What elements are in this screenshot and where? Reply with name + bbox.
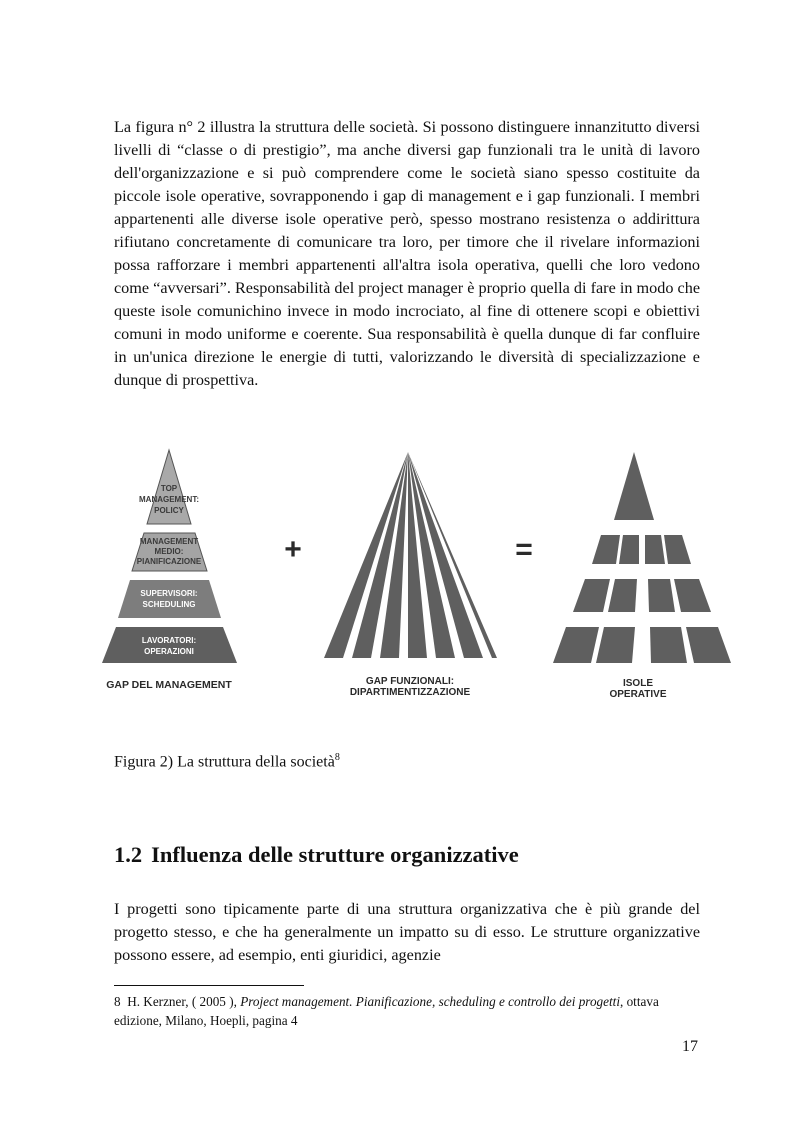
figure-caption <box>114 752 340 771</box>
svg-text:POLICY <box>154 506 184 515</box>
island-row1-3 <box>645 535 665 564</box>
svg-text:DIPARTIMENTIZZAZIONE <box>350 687 471 698</box>
svg-text:TOP <box>161 484 178 493</box>
footnote-rest: , ottava edizione, Milano, Hoepli, pagina 4 <box>114 994 659 1028</box>
svg-text:LAVORATORI: <box>142 636 196 645</box>
pyramid-label-work-2: OPERAZIONI <box>144 647 194 656</box>
management-pyramid <box>102 450 237 691</box>
plus-symbol: + <box>284 533 302 566</box>
body-paragraph-1: La figura n° 2 illustra la struttura delle società. Si possono distinguere innanzitutto diversi livelli di “classe o di prestigio”, ma anche diversi gap funzionali tra le unità di lavoro dell'organizzazione e si può comprendere come le società siano spesso costituite da piccole isole operative, sovrapponendo i gap di management e i gap funzionali. I membri appartenenti alle diverse isole operative però, spesso mostrano resistenza o addirittura rifiutano concretamente di comunicare tra loro, per timore che il rivelare informazioni possa rafforzare i membri appartenenti all'altra isola operativa, quelli che loro vedono come “avversari”. Responsabilità del project manager è proprio quella di fare in modo che queste isole comunichino invece in modo incrociato, al fine di ottenere scopi e obiettivi comuni in modo uniforme e coerente. Sua responsabilità è quella dunque di far confluire in un'unica direzione le energie di tutti, valorizzando le diversità di specializzazione e dunque di prospettiva. <box>114 118 700 389</box>
section-heading <box>114 842 519 868</box>
svg-text:+ <box>284 533 302 566</box>
pyramid-label-sup-2: SCHEDULING <box>142 600 196 609</box>
pyramid-label-top-2: MANAGEMENT: <box>139 495 199 504</box>
pyramid-level-supervisors <box>118 580 221 618</box>
svg-text:GAP DEL MANAGEMENT <box>106 679 232 691</box>
island-row3-1 <box>553 627 599 663</box>
svg-text:SCHEDULING <box>143 600 196 609</box>
svg-text:MEDIO: <box>155 547 184 556</box>
equals-symbol: = <box>515 533 533 566</box>
label-gap-management: GAP DEL MANAGEMENT <box>106 679 232 691</box>
pyramid-label-top-1: TOP <box>160 484 178 493</box>
svg-text:OPERATIVE <box>609 689 666 700</box>
operative-islands <box>553 452 731 700</box>
caption-footnote-ref: 8 <box>334 752 340 763</box>
svg-text:SUPERVISORI: <box>140 589 197 598</box>
label-functional-1: GAP FUNZIONALI: <box>365 676 455 687</box>
island-row2-1 <box>573 579 610 612</box>
svg-text:= <box>515 533 533 566</box>
pyramid-label-mid-3: PIANIFICAZIONE <box>136 557 202 566</box>
island-row3-3 <box>650 627 687 663</box>
island-apex <box>614 452 654 520</box>
section-title: Influenza delle strutture organizzative <box>151 842 519 867</box>
page-number: 17 <box>682 1038 698 1055</box>
island-row1-1 <box>592 535 620 564</box>
island-row3-4 <box>686 627 731 663</box>
footnote-title: Project management. Pianificazione, scheduling e controllo dei progetti <box>240 994 620 1009</box>
pyramid-label-mid-1: MANAGEMENT <box>139 537 199 546</box>
pyramid-label-sup-1: SUPERVISORI: <box>140 589 198 598</box>
island-row1-4 <box>664 535 691 564</box>
pyramid-label-top-3: POLICY <box>154 506 184 515</box>
section-number: 1.2 <box>114 842 143 867</box>
body-paragraph-2: I progetti sono tipicamente parte di una struttura organizzativa che è più grande del progetto stesso, e che ha generalmente un impatto su di esso. Le strutture organizzative possono essere, ad esempio, enti giuridici, agenzie <box>114 900 700 964</box>
svg-text:GAP FUNZIONALI: <box>366 676 454 687</box>
island-row2-2 <box>608 579 637 612</box>
footnote-author: H. Kerzner, ( 2005 ), <box>127 994 241 1009</box>
svg-text:MANAGEMENT: <box>139 495 199 504</box>
footnote-number: 8 <box>114 994 121 1009</box>
island-row2-3 <box>648 579 675 612</box>
label-islands-1: ISOLE <box>622 678 654 689</box>
svg-text:PIANIFICAZIONE <box>137 557 202 566</box>
footnote-divider <box>114 985 304 986</box>
label-islands-2: OPERATIVE <box>609 689 667 700</box>
footnote <box>114 992 700 1030</box>
island-row1-2 <box>619 535 639 564</box>
svg-text:ISOLE <box>623 678 653 689</box>
label-functional-2: DIPARTIMENTIZZAZIONE <box>349 687 471 698</box>
svg-text:OPERAZIONI <box>144 647 194 656</box>
caption-text: Figura 2) La struttura della società <box>114 753 335 771</box>
pyramid-label-work-1: LAVORATORI: <box>141 636 197 645</box>
svg-text:MANAGEMENT <box>140 537 198 546</box>
pyramid-label-mid-2: MEDIO: <box>154 547 184 556</box>
island-row3-2 <box>596 627 635 663</box>
organization-structure-figure <box>90 444 735 710</box>
island-row2-4 <box>674 579 711 612</box>
pyramid-level-workers <box>102 627 237 663</box>
functional-gap-fan <box>324 452 497 698</box>
